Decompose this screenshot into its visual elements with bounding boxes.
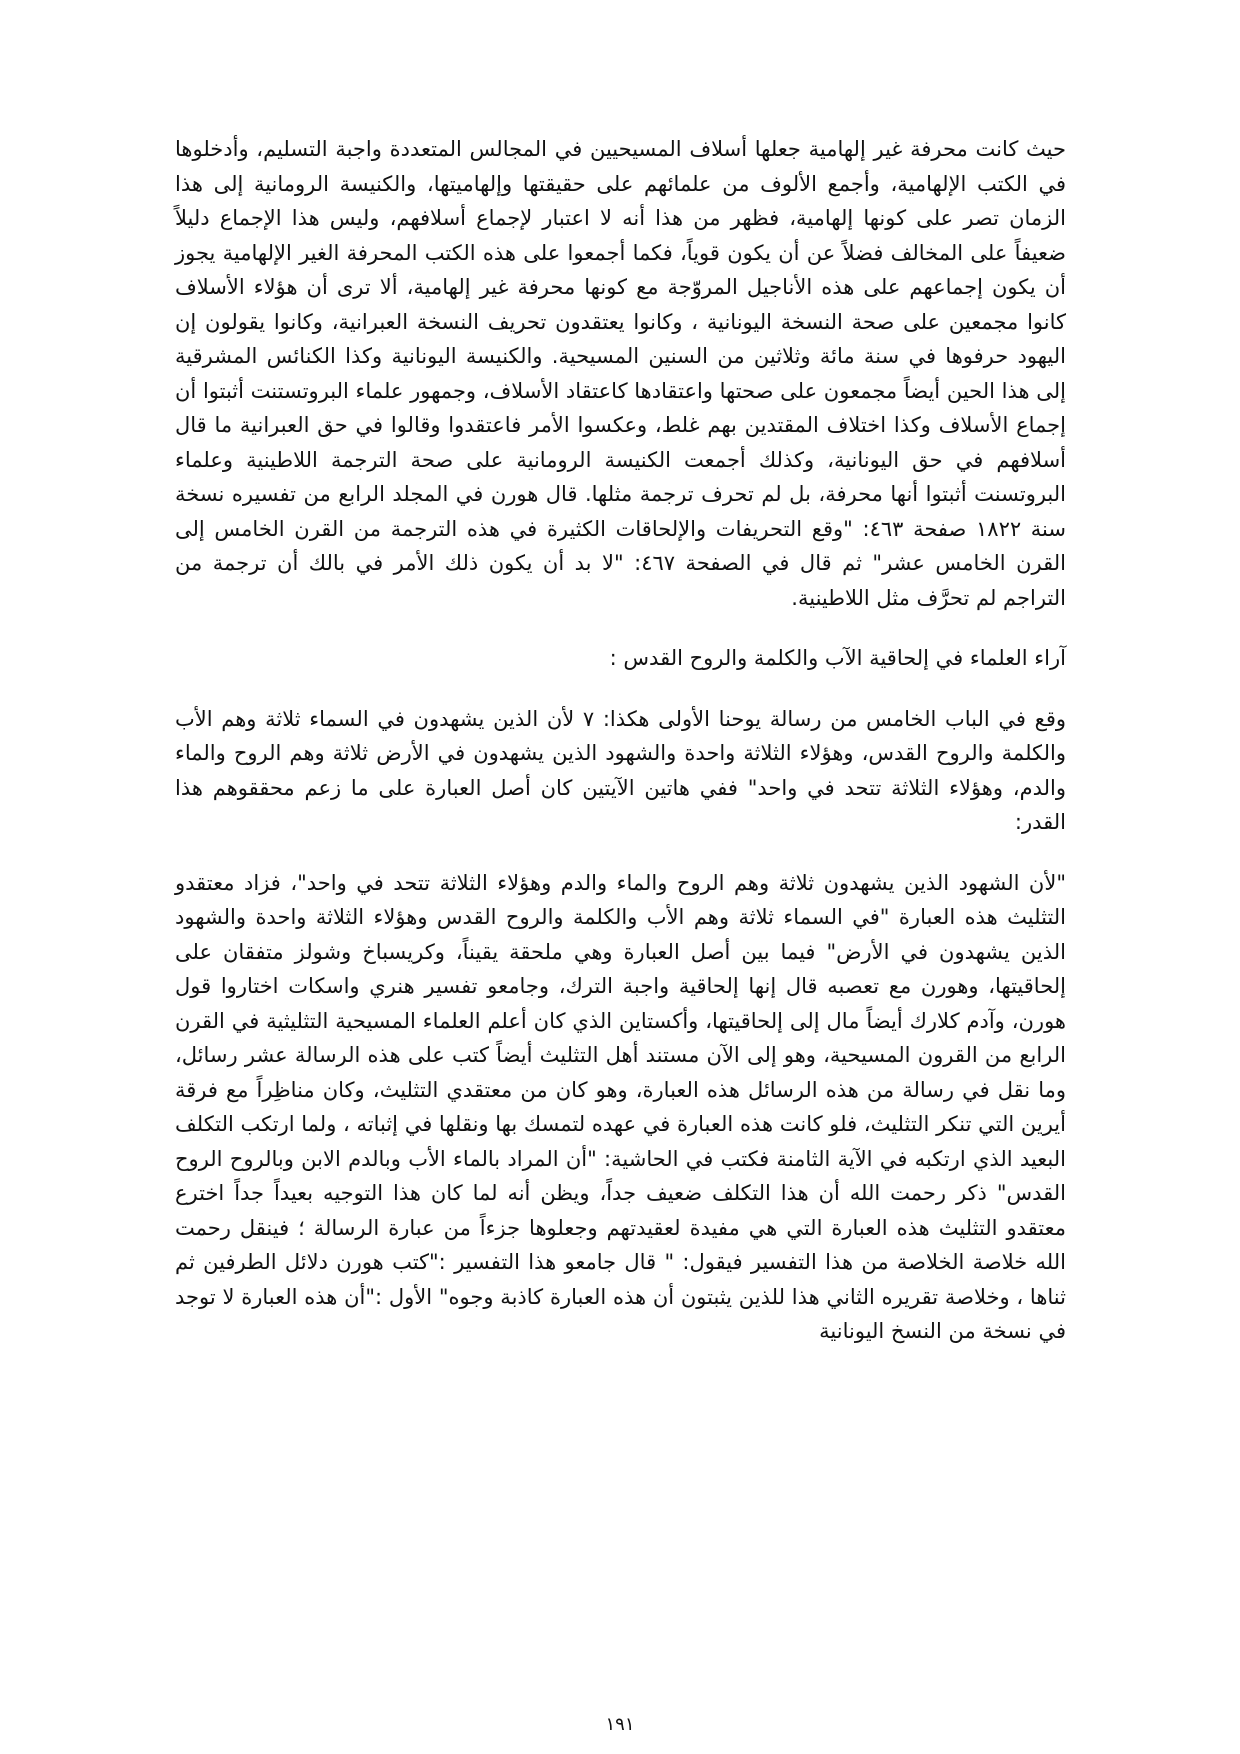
paragraph-2: وقع في الباب الخامس من رسالة يوحنا الأولى هكذا: ٧ لأن الذين يشهدون في السماء ثلاثة وهم الأب والكلمة والروح القدس، وهؤلاء الثلاثة واحدة والشهود الذين يشهدون في الأرض ثلاثة وهم الروح والماء والدم، وهؤلاء الثلاثة تتحد في واحد" ففي هاتين الآيتين كان أصل العبارة على ما زعم محققوهم هذا القدر: (175, 706, 1066, 834)
paragraph-1: حيث كانت محرفة غير إلهامية جعلها أسلاف المسيحيين في المجالس المتعددة واجبة التسليم، وأدخلوها في الكتب الإلهامية، وأجمع الألوف من علمائهم على حقيقتها وإلهاميتها، والكنيسة الرومانية إلى هذا الزمان تصر على كونها إلهامية، فظهر من هذا أنه لا اعتبار لإجماع أسلافهم، وليس هذا الإجماع دليلاً ضعيفاً على المخالف فضلاً عن أن يكون قوياً، فكما أجمعوا على هذه الكتب المحرفة الغير الإلهامية يجوز أن يكون إجماعهم على هذه الأناجيل المروّجة مع كونها محرفة غير إلهامية، ألا ترى أن هؤلاء الأسلاف كانوا مجمعين على صحة النسخة اليونانية ، وكانوا يعتقدون تحريف النسخة العبرانية، وكانوا يقولون إن اليهود حرفوها في سنة مائة وثلاثين من السنين المسيحية. والكنيسة اليونانية وكذا الكنائس المشرقية إلى هذا الحين أيضاً مجمعون على صحتها واعتقادها كاعتقاد الأسلاف، وجمهور علماء البروتستنت أثبتوا أن إجماع الأسلاف وكذا اختلاف المقتدين بهم غلط، وعكسوا الأمر فاعتقدوا وقالوا في حق العبرانية ما قال أسلافهم في حق اليونانية، وكذلك أجمعت الكنيسة الرومانية على صحة الترجمة اللاطينية وعلماء البروتسنت أثبتوا أنها محرفة، بل لم تحرف ترجمة مثلها. قال هورن في المجلد الرابع من تفسيره نسخة سنة ١٨٢٢ صفحة ٤٦٣: "وقع التحريفات والإلحاقات الكثيرة في هذه الترجمة من القرن الخامس إلى القرن الخامس عشر" ثم قال في الصفحة ٤٦٧: "لا بد أن يكون ذلك الأمر في بالك أن ترجمة من التراجم لم تحرَّف مثل اللاطينية. (175, 137, 1066, 610)
page-number: ١٩١ (605, 1714, 635, 1735)
section-heading: آراء العلماء في إلحاقية الآب والكلمة والروح القدس : (609, 646, 1066, 670)
paragraph-3: "لأن الشهود الذين يشهدون ثلاثة وهم الروح والماء والدم وهؤلاء الثلاثة تتحد في واحد"، فزاد معتقدو التثليث هذه العبارة "في السماء ثلاثة وهم الأب والكلمة والروح القدس وهؤلاء الثلاثة واحدة والشهود الذين يشهدون في الأرض" فيما بين أصل العبارة وهي ملحقة يقيناً، وكريسباخ وشولز متفقان على إلحاقيتها، وهورن مع تعصبه قال إنها إلحاقية واجبة الترك، وجامعو تفسير هنري واسكات اختاروا قول هورن، وآدم كلارك أيضاً مال إلى إلحاقيتها، وأكستاين الذي كان أعلم العلماء المسيحية التثليثية في القرن الرابع من القرون المسيحية، وهو إلى الآن مستند أهل التثليث أيضاً كتب على هذه الرسالة عشر رسائل، وما نقل في رسالة من هذه الرسائل هذه العبارة، وهو كان من معتقدي التثليث، وكان مناظِراً مع فرقة أيرين التي تنكر التثليث، فلو كانت هذه العبارة في عهده لتمسك بها ونقلها في إثباته ، ولما ارتكب التكلف البعيد الذي ارتكبه في الآية الثامنة فكتب في الحاشية: "أن المراد بالماء الأب وبالدم الابن وبالروح الروح القدس" ذكر رحمت الله أن هذا التكلف ضعيف جداً، ويظن أنه لما كان هذا التوجيه بعيداً جداً اخترع معتقدو التثليث هذه العبارة التي هي مفيدة لعقيدتهم وجعلوها جزءاً من عبارة الرسالة ؛ فينقل رحمت الله خلاصة الخلاصة من هذا التفسير فيقول: " قال جامعو هذا التفسير :"كتب هورن دلائل الطرفين ثم ثناها ، وخلاصة تقريره الثاني هذا للذين يثبتون أن هذه العبارة كاذبة وجوه" الأول :"أن هذه العبارة لا توجد في نسخة من النسخ اليونانية (175, 870, 1066, 1343)
page-body (175, 132, 1066, 1349)
